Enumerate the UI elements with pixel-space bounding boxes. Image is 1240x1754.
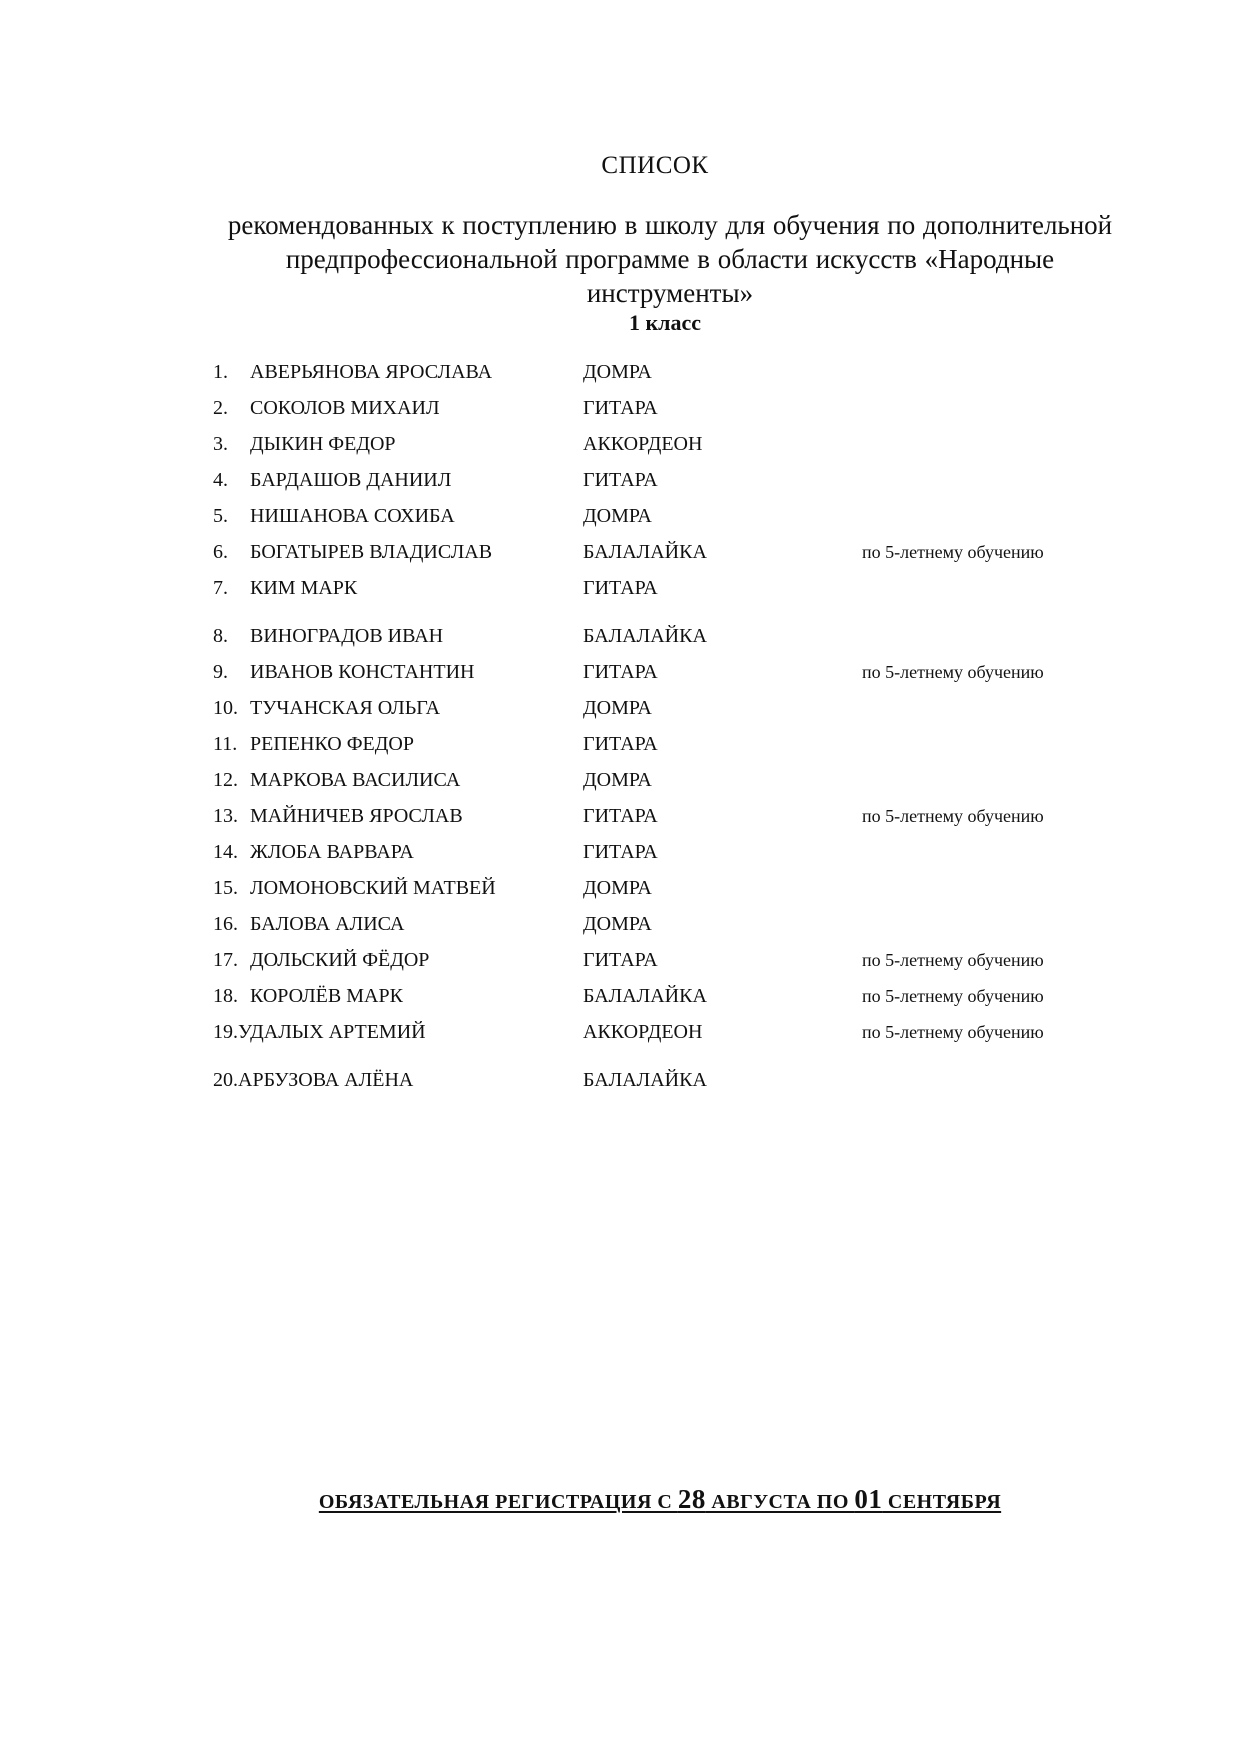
- list-item: [0, 945, 1240, 975]
- instrument: ДОМРА: [583, 505, 652, 527]
- student-name: РЕПЕНКО ФЕДОР: [250, 733, 414, 755]
- class-label: 1 класс: [628, 310, 702, 335]
- subtitle-line: инструменты»: [586, 278, 754, 308]
- list-item: [0, 837, 1240, 867]
- student-name: СОКОЛОВ МИХАИЛ: [250, 397, 440, 419]
- item-number: 13.: [213, 805, 238, 827]
- registration-notice: [0, 1484, 1240, 1515]
- student-name: БАЛОВА АЛИСА: [250, 913, 405, 935]
- student-name: НИШАНОВА СОХИБА: [250, 505, 455, 527]
- instrument: АККОРДЕОН: [583, 433, 703, 455]
- item-number: 14.: [213, 841, 238, 863]
- registration-end-date: 01: [854, 1484, 883, 1514]
- instrument: ДОМРА: [583, 913, 652, 935]
- instrument: ГИТАРА: [583, 805, 658, 827]
- subtitle-line: предпрофессиональной программе в области искусств «Народные: [285, 244, 1055, 274]
- instrument: ДОМРА: [583, 769, 652, 791]
- list-item: [0, 765, 1240, 795]
- student-name: ВИНОГРАДОВ ИВАН: [250, 625, 444, 647]
- student-name: ДЫКИН ФЕДОР: [250, 433, 396, 455]
- item-number: 11.: [213, 733, 238, 755]
- list-item: [0, 537, 1240, 567]
- list-item: [0, 621, 1240, 651]
- item-number: 1.: [213, 361, 228, 383]
- item-number: 15.: [213, 877, 238, 899]
- instrument: ГИТАРА: [583, 841, 658, 863]
- study-note: по 5-летнему обучению: [862, 542, 1044, 562]
- instrument: ГИТАРА: [583, 733, 658, 755]
- item-number: 8.: [213, 625, 228, 647]
- list-item: [0, 357, 1240, 387]
- study-note: по 5-летнему обучению: [862, 986, 1044, 1006]
- list-item: [0, 429, 1240, 459]
- list-item: [0, 801, 1240, 831]
- student-name: АВЕРЬЯНОВА ЯРОСЛАВА: [250, 361, 493, 383]
- instrument: ГИТАРА: [583, 397, 658, 419]
- student-name: ЖЛОБА ВАРВАРА: [250, 841, 414, 863]
- subtitle-line: рекомендованных к поступлению в школу для обучения по дополнительной: [227, 210, 1113, 240]
- study-note: по 5-летнему обучению: [862, 1022, 1044, 1042]
- instrument: БАЛАЛАЙКА: [583, 1069, 707, 1091]
- instrument: ГИТАРА: [583, 577, 658, 599]
- list-item: [0, 501, 1240, 531]
- list-item: [0, 909, 1240, 939]
- item-number: 12.: [213, 769, 238, 791]
- study-note: по 5-летнему обучению: [862, 806, 1044, 826]
- student-name: ТУЧАНСКАЯ ОЛЬГА: [250, 697, 441, 719]
- list-item: [0, 393, 1240, 423]
- student-name: 20.АРБУЗОВА АЛЁНА: [213, 1069, 414, 1091]
- instrument: ДОМРА: [583, 361, 652, 383]
- list-item: [0, 1017, 1240, 1047]
- instrument: БАЛАЛАЙКА: [583, 985, 707, 1007]
- list-item: [0, 657, 1240, 687]
- list-item: [0, 573, 1240, 603]
- instrument: ГИТАРА: [583, 949, 658, 971]
- study-note: по 5-летнему обучению: [862, 950, 1044, 970]
- list-item: [0, 1065, 1240, 1095]
- registration-text: АВГУСТА ПО: [705, 1491, 855, 1513]
- item-number: 18.: [213, 985, 238, 1007]
- student-name: КИМ МАРК: [250, 577, 358, 599]
- instrument: АККОРДЕОН: [583, 1021, 703, 1043]
- list-item: [0, 873, 1240, 903]
- item-number: 7.: [213, 577, 228, 599]
- student-name: МАРКОВА ВАСИЛИСА: [250, 769, 461, 791]
- item-number: 5.: [213, 505, 228, 527]
- instrument: ГИТАРА: [583, 469, 658, 491]
- instrument: БАЛАЛАЙКА: [583, 541, 707, 563]
- student-name: 19.УДАЛЫХ АРТЕМИЙ: [213, 1021, 426, 1043]
- list-item: [0, 693, 1240, 723]
- student-name: ДОЛЬСКИЙ ФЁДОР: [250, 949, 430, 971]
- student-name: КОРОЛЁВ МАРК: [250, 985, 403, 1007]
- instrument: ГИТАРА: [583, 661, 658, 683]
- item-number: 17.: [213, 949, 238, 971]
- item-number: 4.: [213, 469, 228, 491]
- item-number: 3.: [213, 433, 228, 455]
- student-name: БАРДАШОВ ДАНИИЛ: [250, 469, 452, 491]
- list-item: [0, 465, 1240, 495]
- student-name: ИВАНОВ КОНСТАНТИН: [250, 661, 475, 683]
- study-note: по 5-летнему обучению: [862, 662, 1044, 682]
- item-number: 16.: [213, 913, 238, 935]
- registration-text: СЕНТЯБРЯ: [882, 1491, 1002, 1513]
- instrument: ДОМРА: [583, 697, 652, 719]
- item-number: 10.: [213, 697, 238, 719]
- student-name: БОГАТЫРЕВ ВЛАДИСЛАВ: [250, 541, 493, 563]
- item-number: 6.: [213, 541, 228, 563]
- registration-text: ОБЯЗАТЕЛЬНАЯ РЕГИСТРАЦИЯ С: [318, 1491, 678, 1513]
- student-name: ЛОМОНОВСКИЙ МАТВЕЙ: [250, 877, 496, 899]
- list-item: [0, 729, 1240, 759]
- item-number: 2.: [213, 397, 228, 419]
- instrument: БАЛАЛАЙКА: [583, 625, 707, 647]
- student-name: МАЙНИЧЕВ ЯРОСЛАВ: [250, 805, 463, 827]
- item-number: 9.: [213, 661, 228, 683]
- instrument: ДОМРА: [583, 877, 652, 899]
- list-item: [0, 981, 1240, 1011]
- document-title: СПИСОК: [601, 152, 709, 179]
- registration-start-date: 28: [677, 1484, 706, 1514]
